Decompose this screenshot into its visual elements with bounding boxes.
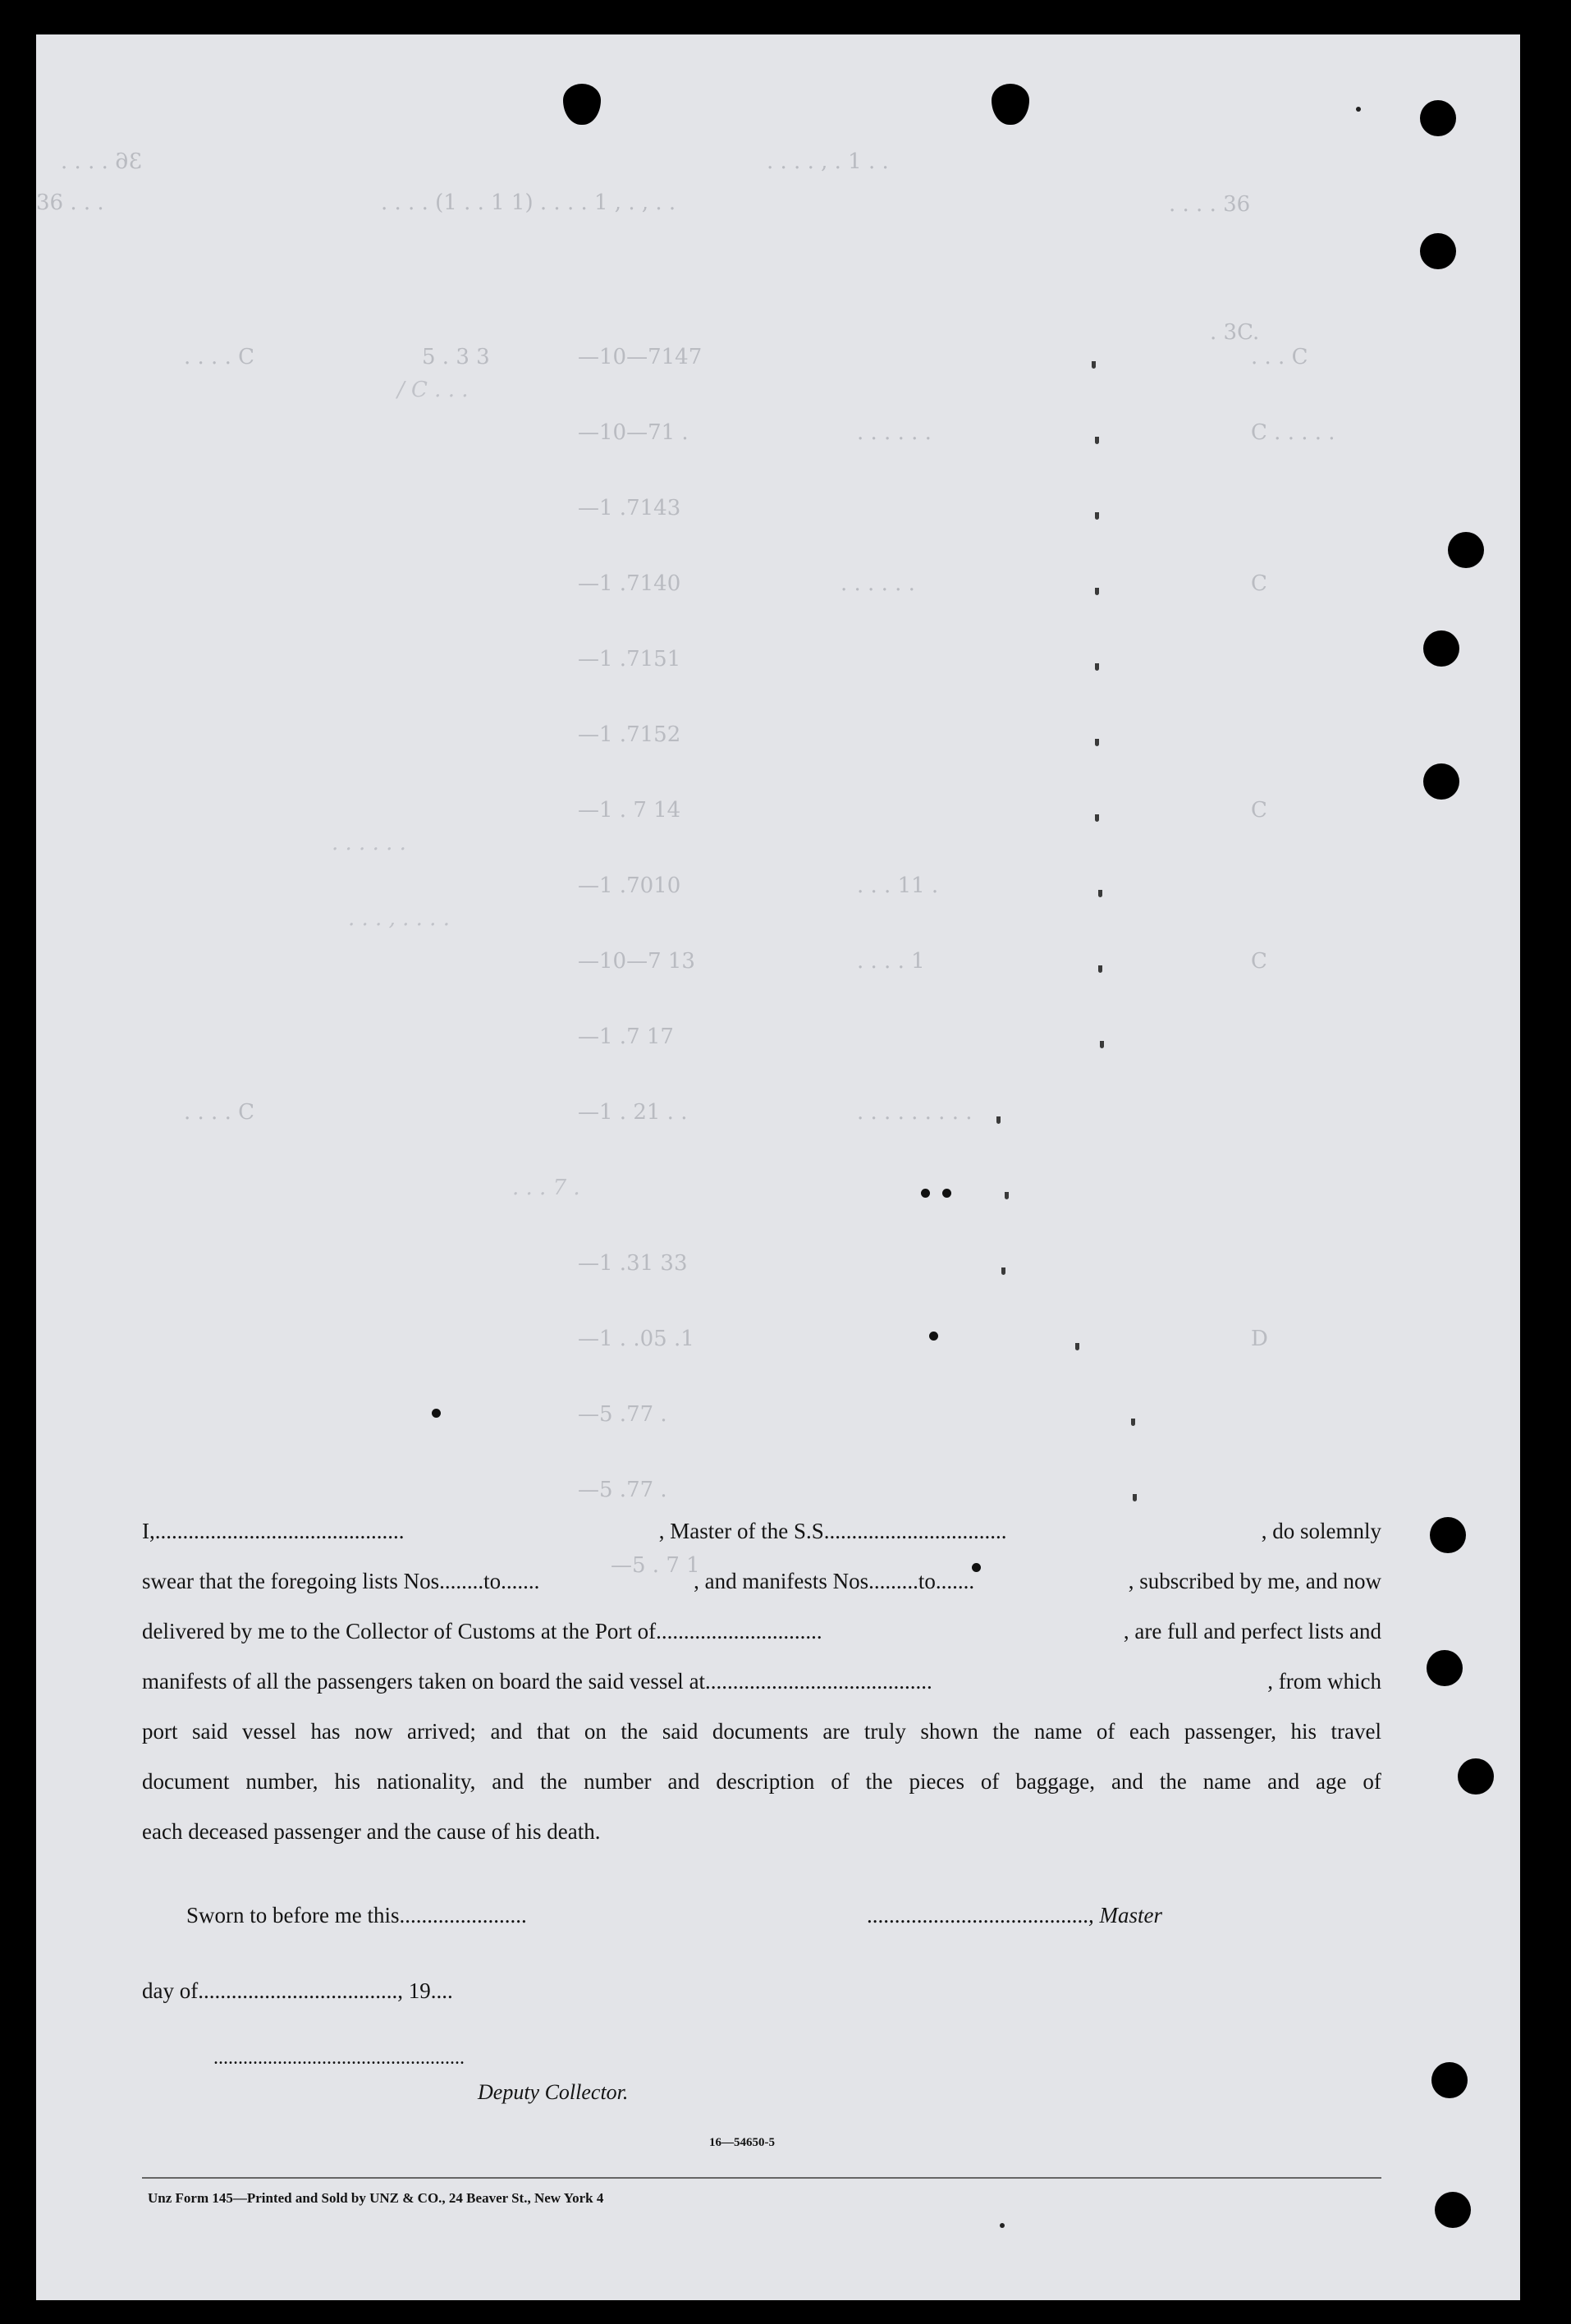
punch-hole: [1420, 100, 1456, 136]
oath-word: truly: [863, 1719, 906, 1744]
bleed-through-text: D: [1251, 1327, 1268, 1351]
bleed-through-text: —1 .7152: [578, 722, 681, 747]
ink-mark: [1092, 361, 1096, 369]
oath-word: the: [621, 1719, 648, 1744]
bleed-through-text: —1 . 7 14: [578, 798, 681, 823]
ink-mark: [1095, 663, 1099, 671]
ink-dot: [942, 1189, 951, 1198]
bleed-through-text: C: [1251, 798, 1267, 823]
master-signature-line: [867, 1903, 1162, 1928]
bleed-through-text: . . . . . .: [857, 420, 932, 445]
oath-word: port: [142, 1719, 178, 1744]
bleed-through-text: —1 .7140: [578, 571, 681, 596]
oath-word: said: [192, 1719, 228, 1744]
bleed-through-text: —1 . .05 .1: [578, 1327, 694, 1351]
ink-mark: [1098, 965, 1102, 973]
ink-mark: [1133, 1494, 1137, 1501]
bleed-through-text: . . . . (1 . . 1 1) . . . . 1 , . , . .: [381, 190, 676, 215]
master-signature-dots: ........................................: [867, 1903, 1088, 1927]
oath-word: name: [1202, 1769, 1252, 1794]
oath-word: description: [716, 1769, 815, 1794]
oath-word: of: [831, 1769, 850, 1794]
bleed-through-text: . 3C.: [1210, 320, 1260, 345]
ink-mark: [1095, 814, 1099, 822]
oath-word: the: [992, 1719, 1020, 1744]
oath-text: , do solemnly: [1261, 1519, 1381, 1543]
bleed-through-text: . . . , . . . .: [348, 906, 450, 931]
oath-line-6: [142, 1769, 1381, 1795]
punch-hole: [1435, 2192, 1471, 2228]
oath-line-2: [142, 1569, 1381, 1594]
punch-hole: [1458, 1758, 1494, 1795]
oath-word: vessel: [242, 1719, 296, 1744]
oath-word: each: [1129, 1719, 1170, 1744]
oath-word: shown: [920, 1719, 978, 1744]
bleed-through-text: —1 .31 33: [578, 1251, 688, 1276]
ink-mark: [996, 1116, 1001, 1124]
oath-text: manifests of all the passengers taken on board the said vessel at.........................................: [142, 1669, 932, 1694]
ink-speck: [1356, 107, 1361, 112]
ink-mark: [1001, 1267, 1005, 1275]
oath-word: documents: [712, 1719, 808, 1744]
oath-word: said: [662, 1719, 698, 1744]
bleed-through-text: —5 .77 .: [578, 1478, 667, 1502]
oath-word: and: [1111, 1769, 1143, 1794]
ink-mark: [1131, 1419, 1135, 1426]
oath-word: and: [667, 1769, 700, 1794]
oath-word: and: [490, 1719, 523, 1744]
oath-word: his: [1290, 1719, 1317, 1744]
oath-text: , and manifests Nos.........to.......: [694, 1569, 975, 1593]
ink-dot: [432, 1409, 441, 1418]
bleed-through-text: . . . . . .: [332, 831, 406, 855]
oath-word: arrived;: [406, 1719, 476, 1744]
ink-mark: [1095, 739, 1099, 746]
master-label: , Master: [1088, 1903, 1162, 1927]
bleed-through-text: 5 . 3 3: [422, 345, 490, 369]
bleed-through-text: —5 . 7 1: [611, 1553, 700, 1578]
ink-mark: [1095, 588, 1099, 595]
punch-hole: [1431, 2062, 1468, 2098]
day-of-line: day of...................................., 19....: [142, 1978, 453, 2003]
punch-hole: [992, 84, 1029, 125]
oath-word: of: [1096, 1719, 1115, 1744]
oath-word: number: [584, 1769, 652, 1794]
oath-word: of: [980, 1769, 1000, 1794]
ink-dot: [929, 1332, 938, 1341]
oath-text: , subscribed by me, and now: [1128, 1569, 1381, 1593]
oath-word: travel: [1331, 1719, 1381, 1744]
bleed-through-text: —1 . 21 . .: [578, 1100, 688, 1125]
oath-word: are: [822, 1719, 850, 1744]
oath-word: the: [1159, 1769, 1187, 1794]
bleed-through-text: —1 .7 17: [578, 1024, 674, 1049]
deputy-collector-label: Deputy Collector.: [478, 2080, 629, 2104]
oath-word: on: [584, 1719, 607, 1744]
oath-word: pieces: [909, 1769, 965, 1794]
bleed-through-text: . . . . 1: [857, 949, 925, 974]
oath-word: the: [540, 1769, 568, 1794]
ink-mark: [1075, 1343, 1079, 1350]
bleed-through-text: . . . . C: [184, 345, 255, 369]
bleed-through-text: . . . 7 .: [512, 1176, 580, 1200]
ink-dot: [921, 1189, 930, 1198]
bleed-through-text: . . . . . . . . .: [857, 1100, 973, 1125]
deputy-signature-dots: ...................................................: [213, 2047, 465, 2069]
oath-word: has: [310, 1719, 341, 1744]
oath-line-5: [142, 1719, 1381, 1744]
oath-text: , Master of the S.S.................................: [658, 1519, 1007, 1543]
bleed-through-text: —10—71 .: [578, 420, 689, 445]
manifest-page: [36, 34, 1520, 2300]
bleed-through-text: C . . . . .: [1251, 420, 1335, 445]
punch-hole: [1423, 763, 1459, 800]
bleed-through-text: . . . C: [1251, 345, 1308, 369]
bleed-through-text: —10—7 13: [578, 949, 695, 974]
bleed-through-text: —1 .7143: [578, 496, 681, 520]
bleed-through-text: —10—7147: [578, 345, 703, 369]
punch-hole: [1423, 630, 1459, 667]
bleed-through-text: 36 . . .: [36, 190, 104, 215]
punch-hole: [1430, 1517, 1466, 1553]
oath-word: and: [1267, 1769, 1300, 1794]
oath-line-4: [142, 1669, 1381, 1694]
bleed-through-text: . . . . 36: [1169, 192, 1251, 217]
oath-text: , are full and perfect lists and: [1123, 1619, 1381, 1643]
form-number: 16—54650-5: [709, 2136, 775, 2149]
oath-text: delivered by me to the Collector of Customs at the Port of..............................: [142, 1619, 822, 1643]
oath-line-1: [142, 1519, 1381, 1544]
ink-mark: [1005, 1192, 1009, 1199]
printer-imprint: Unz Form 145—Printed and Sold by UNZ & CO., 24 Beaver St., New York 4: [148, 2190, 604, 2206]
punch-hole: [1427, 1650, 1463, 1686]
bleed-through-text: . . . . C: [184, 1100, 255, 1125]
oath-text: , from which: [1267, 1669, 1381, 1694]
ink-mark: [1098, 890, 1102, 897]
oath-word: number,: [245, 1769, 318, 1794]
oath-word: passenger,: [1184, 1719, 1276, 1744]
oath-word: and: [492, 1769, 524, 1794]
oath-word: document: [142, 1769, 230, 1794]
punch-hole: [563, 84, 601, 125]
bleed-through-text: . . . 11 .: [857, 873, 939, 898]
oath-word: baggage,: [1015, 1769, 1096, 1794]
footer-rule: [142, 2177, 1381, 2179]
oath-word: of: [1363, 1769, 1381, 1794]
oath-line-7: each deceased passenger and the cause of his death.: [142, 1819, 601, 1844]
ink-mark: [1095, 512, 1099, 520]
punch-hole: [1420, 233, 1456, 269]
bleed-through-text: —1 .7010: [578, 873, 681, 898]
oath-word: his: [334, 1769, 360, 1794]
bleed-through-text: . . . . . .: [840, 571, 915, 596]
oath-word: name: [1033, 1719, 1083, 1744]
bleed-through-text: 36 . . . .: [61, 149, 143, 174]
oath-word: the: [865, 1769, 893, 1794]
bleed-through-text: . . . . , . 1 . .: [767, 149, 889, 174]
bleed-through-text: —5 .77 .: [578, 1402, 667, 1427]
ink-mark: [1095, 437, 1099, 444]
oath-word: that: [536, 1719, 570, 1744]
oath-word: age: [1316, 1769, 1347, 1794]
oath-text: swear that the foregoing lists Nos........to.......: [142, 1569, 540, 1593]
oath-line-3: [142, 1619, 1381, 1644]
ink-mark: [1100, 1041, 1104, 1048]
oath-text: I,.............................................: [142, 1519, 405, 1543]
oath-word: nationality,: [376, 1769, 476, 1794]
bleed-through-text: C: [1251, 949, 1267, 974]
bleed-through-text: C: [1251, 571, 1267, 596]
ink-speck: [1000, 2223, 1005, 2228]
bleed-through-text: / C . . .: [397, 378, 469, 402]
bleed-through-text: —1 .7151: [578, 647, 681, 672]
punch-hole: [1448, 532, 1484, 568]
sworn-before-line: Sworn to before me this.......................: [186, 1903, 527, 1927]
oath-word: now: [354, 1719, 393, 1744]
